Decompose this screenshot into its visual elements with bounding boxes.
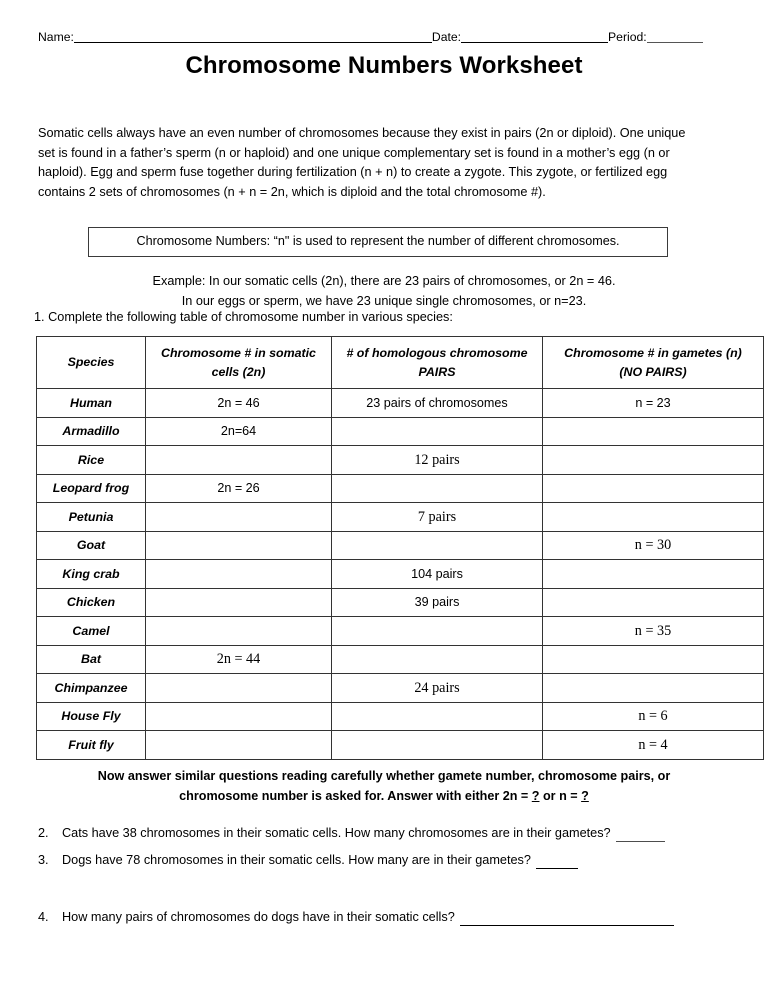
date-blank[interactable] bbox=[461, 31, 608, 43]
species-name-cell: Chimpanzee bbox=[37, 674, 146, 703]
instruction-question-mark-1: ? bbox=[531, 789, 540, 803]
table-row bbox=[37, 588, 764, 617]
somatic-cell-value[interactable] bbox=[146, 503, 332, 532]
example-line-2: In our eggs or sperm, we have 23 unique single chromosomes, or n=23. bbox=[181, 293, 587, 308]
somatic-cell-value[interactable] bbox=[146, 531, 332, 560]
species-name-cell: Goat bbox=[37, 531, 146, 560]
homologous-pairs-value[interactable] bbox=[332, 645, 543, 674]
somatic-cell-value[interactable] bbox=[146, 731, 332, 760]
page-title: Chromosome Numbers Worksheet bbox=[185, 52, 583, 79]
homologous-pairs-value-text: 23 pairs of chromosomes bbox=[366, 395, 508, 410]
homologous-pairs-value[interactable] bbox=[332, 474, 543, 503]
gamete-number-value[interactable] bbox=[543, 588, 764, 617]
table-row bbox=[37, 446, 764, 475]
name-label: Name: bbox=[38, 30, 74, 44]
name-blank[interactable] bbox=[74, 31, 432, 43]
homologous-pairs-value[interactable] bbox=[332, 560, 543, 589]
gamete-number-value[interactable] bbox=[543, 702, 764, 731]
gamete-number-value[interactable] bbox=[543, 531, 764, 560]
table-header-row bbox=[37, 337, 764, 389]
gamete-number-value[interactable] bbox=[543, 617, 764, 646]
instruction-line-2a: chromosome number is asked for. Answer with either 2n = bbox=[179, 789, 532, 803]
table-body bbox=[37, 389, 764, 760]
question-1-prompt: 1. Complete the following table of chromosome number in various species: bbox=[34, 310, 453, 324]
instruction-line-2b: or n = bbox=[539, 789, 582, 803]
species-name-cell: Petunia bbox=[37, 503, 146, 532]
homologous-pairs-value-text: 104 pairs bbox=[411, 566, 463, 581]
species-name-cell: House Fly bbox=[37, 702, 146, 731]
species-name-cell: Bat bbox=[37, 645, 146, 674]
date-label: Date: bbox=[431, 30, 462, 44]
period-label: Period: bbox=[608, 30, 647, 44]
example-block bbox=[0, 272, 768, 311]
question-2-text: Cats have 38 chromosomes in their somatic cells. How many chromosomes are in their gametes? bbox=[62, 826, 611, 840]
example-line-1: Example: In our somatic cells (2n), there are 23 pairs of chromosomes, or 2n = 46. bbox=[152, 274, 616, 288]
question-4-number: 4. bbox=[38, 910, 49, 924]
homologous-pairs-value-text: 12 pairs bbox=[414, 451, 460, 468]
species-name-cell: King crab bbox=[37, 560, 146, 589]
question-4-text: How many pairs of chromosomes do dogs have in their somatic cells? bbox=[62, 910, 455, 924]
instruction-question-mark-2: ? bbox=[581, 789, 589, 803]
gamete-number-value[interactable] bbox=[543, 560, 764, 589]
table-row bbox=[37, 474, 764, 503]
homologous-pairs-value[interactable] bbox=[332, 617, 543, 646]
somatic-cell-value[interactable] bbox=[146, 389, 332, 418]
gamete-number-value[interactable] bbox=[543, 417, 764, 446]
table-row bbox=[37, 417, 764, 446]
table-row bbox=[37, 645, 764, 674]
somatic-cell-value[interactable] bbox=[146, 617, 332, 646]
somatic-cell-value[interactable] bbox=[146, 645, 332, 674]
intro-paragraph: Somatic cells always have an even number of chromosomes because they exist in pairs (2n or diploid). One unique set is found in a father’s sperm (n or haploid) and one unique complementary set is found in a mother’s egg (n or haploid). Egg and sperm fuse together during fertilization (n + n) to create a zygote. This zygote, or fertilized egg contains 2 sets of chromosomes (n + n = 2n, which is diploid and the total chromosome #). bbox=[38, 126, 686, 199]
question-2-number: 2. bbox=[38, 826, 49, 840]
somatic-cell-value-text: 2n = 46 bbox=[217, 395, 260, 410]
table-row bbox=[37, 531, 764, 560]
species-name-cell: Camel bbox=[37, 617, 146, 646]
homologous-pairs-value[interactable] bbox=[332, 731, 543, 760]
species-name-cell: Human bbox=[37, 389, 146, 418]
gamete-number-value-text: n = 4 bbox=[638, 736, 668, 753]
header-somatic: Chromosome # in somatic cells (2n) bbox=[146, 337, 332, 389]
gamete-number-value[interactable] bbox=[543, 446, 764, 475]
question-2 bbox=[38, 824, 738, 842]
species-name-cell: Fruit fly bbox=[37, 731, 146, 760]
table-row bbox=[37, 560, 764, 589]
somatic-cell-value[interactable] bbox=[146, 474, 332, 503]
student-info-line bbox=[38, 30, 732, 44]
species-name-cell: Armadillo bbox=[37, 417, 146, 446]
somatic-cell-value[interactable] bbox=[146, 674, 332, 703]
homologous-pairs-value[interactable] bbox=[332, 702, 543, 731]
gamete-number-value[interactable] bbox=[543, 503, 764, 532]
table-row bbox=[37, 674, 764, 703]
definition-box bbox=[88, 227, 668, 257]
table-row bbox=[37, 503, 764, 532]
question-3-number: 3. bbox=[38, 853, 49, 867]
question-3-text: Dogs have 78 chromosomes in their somatic cells. How many are in their gametes? bbox=[62, 853, 531, 867]
question-3 bbox=[38, 851, 738, 869]
gamete-number-value[interactable] bbox=[543, 474, 764, 503]
somatic-cell-value-text: 2n = 26 bbox=[217, 481, 260, 496]
table-row bbox=[37, 617, 764, 646]
gamete-number-value-text: n = 6 bbox=[638, 708, 668, 725]
definition-text: Chromosome Numbers: “n" is used to represent the number of different chromosomes. bbox=[136, 234, 620, 248]
question-2-answer-blank[interactable] bbox=[616, 829, 665, 842]
species-name-cell: Rice bbox=[37, 446, 146, 475]
somatic-cell-value[interactable] bbox=[146, 702, 332, 731]
answer-instruction bbox=[84, 766, 684, 806]
gamete-number-value-text: n = 30 bbox=[634, 537, 672, 554]
homologous-pairs-value-text: 7 pairs bbox=[417, 508, 457, 525]
homologous-pairs-value[interactable] bbox=[332, 503, 543, 532]
homologous-pairs-value-text: 24 pairs bbox=[414, 679, 460, 696]
somatic-cell-value[interactable] bbox=[146, 417, 332, 446]
gamete-number-value-text: n = 35 bbox=[634, 622, 672, 639]
header-homologous-pairs: # of homologous chromosome PAIRS bbox=[332, 337, 543, 389]
species-name-cell: Chicken bbox=[37, 588, 146, 617]
table-row bbox=[37, 389, 764, 418]
gamete-number-value[interactable] bbox=[543, 389, 764, 418]
homologous-pairs-value[interactable] bbox=[332, 446, 543, 475]
gamete-number-value-text: n = 23 bbox=[635, 395, 671, 410]
gamete-number-value[interactable] bbox=[543, 674, 764, 703]
table-row bbox=[37, 731, 764, 760]
somatic-cell-value[interactable] bbox=[146, 560, 332, 589]
homologous-pairs-value[interactable] bbox=[332, 588, 543, 617]
homologous-pairs-value[interactable] bbox=[332, 389, 543, 418]
gamete-number-value[interactable] bbox=[543, 645, 764, 674]
somatic-cell-value-text: 2n=64 bbox=[220, 424, 257, 439]
header-species: Species bbox=[37, 337, 146, 389]
header-gametes: Chromosome # in gametes (n) (NO PAIRS) bbox=[543, 337, 764, 389]
table-row bbox=[37, 702, 764, 731]
question-3-answer-blank[interactable] bbox=[536, 856, 578, 869]
somatic-cell-value-text: 2n = 44 bbox=[216, 651, 261, 668]
homologous-pairs-value[interactable] bbox=[332, 531, 543, 560]
instruction-line-1: Now answer similar questions reading carefully whether gamete number, chromosome pairs, or bbox=[97, 769, 671, 783]
somatic-cell-value[interactable] bbox=[146, 588, 332, 617]
question-4 bbox=[38, 908, 738, 926]
homologous-pairs-value[interactable] bbox=[332, 674, 543, 703]
homologous-pairs-value[interactable] bbox=[332, 417, 543, 446]
period-blank[interactable] bbox=[647, 31, 703, 43]
gamete-number-value[interactable] bbox=[543, 731, 764, 760]
species-name-cell: Leopard frog bbox=[37, 474, 146, 503]
question-4-answer-blank[interactable] bbox=[460, 913, 674, 926]
chromosome-table bbox=[36, 336, 764, 760]
somatic-cell-value[interactable] bbox=[146, 446, 332, 475]
homologous-pairs-value-text: 39 pairs bbox=[414, 595, 460, 610]
